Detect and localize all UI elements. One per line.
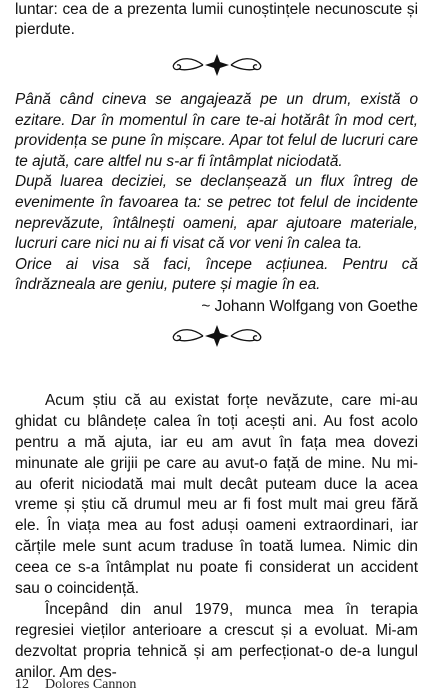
quote-paragraph: După luarea deciziei, se declanșează un flux întreg de evenimente în favoarea ta: se petrec tot felul de incidente neprevăzute, întâlnești oameni, apar ajutoare materiale, lucruri care nici nu ai fi visat că vor veni în calea ta. bbox=[15, 173, 418, 253]
quote-paragraph: Până când cineva se angajează pe un drum, există o ezitare. Dar în momentul în care te-ai hotărât în mod cert, providența se pune în mișcare. Apar tot felul de lucruri care te ajută, care altfel nu s-ar fi întâmplat niciodată. bbox=[15, 91, 418, 170]
page-number: 12 bbox=[15, 677, 29, 692]
book-page bbox=[15, 0, 418, 684]
body-paragraph: Acum știu că au existat forțe nevăzute, care mi-au ghidat cu blândețe calea în toți acești ani. Au fost acolo pentru a mă ajuta, iar eu am avut în fața mea dovezi minunate ale grijii pe care au avut-o față de mine. Nu mi-au oferit niciodată mai mult decât puteam duce la acea vreme și știu că drumul meu ar fi fost mult mai greu fără ele. În viața mea au fost aduși oameni extraordinari, iar cărțile mele sunt acum traduse în toată lumea. Nimic din ceea ce s-a întâmplat nu poate fi considerat un accident sau o coincidență. bbox=[15, 391, 418, 598]
goethe-quote bbox=[15, 90, 418, 296]
quote-paragraph: Orice ai visa să faci, începe acțiunea. Pentru că îndrăzneala are geniu, putere și magie în ea. bbox=[15, 255, 418, 294]
page-footer bbox=[15, 677, 152, 693]
body-text bbox=[15, 391, 418, 684]
author-name: Dolores Cannon bbox=[45, 677, 137, 692]
ornament-divider-icon bbox=[137, 52, 297, 78]
quote-attribution: ~ Johann Wolfgang von Goethe bbox=[201, 297, 418, 315]
body-paragraph: Începând din anul 1979, munca mea în terapia regresiei vieților anterioare a crescut și a evoluat. Mi-am dezvoltat propria tehnică și am perfecționat-o de-a lungul anilor. Am des- bbox=[15, 601, 418, 681]
ornament-divider-icon bbox=[137, 323, 297, 349]
intro-paragraph: luntar: cea de a prezenta lumii cunoștințele necunoscute și pierdute. bbox=[15, 1, 418, 38]
